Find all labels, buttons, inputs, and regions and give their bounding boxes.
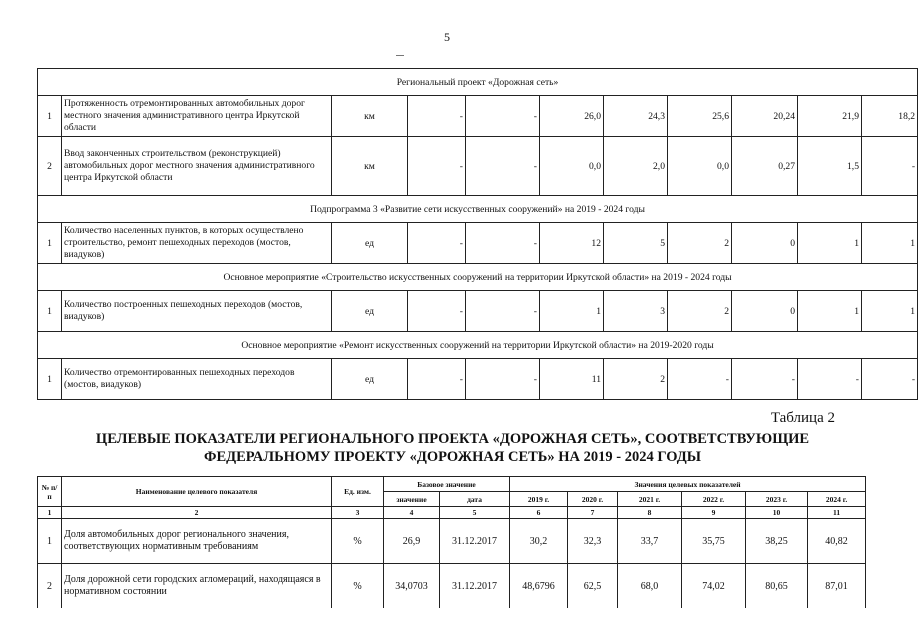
value-2020: 2,0 — [604, 137, 668, 196]
section-row — [38, 69, 918, 96]
base-value-cell: - — [408, 359, 466, 400]
column-index: 8 — [618, 507, 682, 519]
header-2022: 2022 г. — [682, 492, 746, 507]
row-number: 1 — [38, 519, 62, 564]
value-2021: 68,0 — [618, 564, 682, 609]
value-2019: 30,2 — [510, 519, 568, 564]
header-2023: 2023 г. — [746, 492, 808, 507]
value-2021: - — [668, 359, 732, 400]
base-date-cell: - — [466, 291, 540, 332]
header-base: Базовое значение — [384, 477, 510, 492]
table-row — [38, 291, 918, 332]
value-2024: - — [862, 359, 918, 400]
value-2019: 11 — [540, 359, 604, 400]
value-2022: 20,24 — [732, 96, 798, 137]
row-number: 1 — [38, 223, 62, 264]
unit-cell: км — [332, 96, 408, 137]
value-2019: 48,6796 — [510, 564, 568, 609]
section-title: Региональный проект «Дорожная сеть» — [38, 69, 918, 96]
base-date-cell: 31.12.2017 — [440, 564, 510, 609]
value-2024: 87,01 — [808, 564, 866, 609]
regional-project-table — [37, 68, 918, 400]
value-2023: 21,9 — [798, 96, 862, 137]
base-value-cell: 26,9 — [384, 519, 440, 564]
value-2023: 80,65 — [746, 564, 808, 609]
header-row — [38, 477, 866, 492]
value-2021: 33,7 — [618, 519, 682, 564]
value-2023: - — [798, 359, 862, 400]
section-title: Основное мероприятие «Строительство искусственных сооружений на территории Иркутской области» на 2019 - 2024 годы — [38, 264, 918, 291]
value-2020: 2 — [604, 359, 668, 400]
section-row — [38, 332, 918, 359]
title-line: ФЕДЕРАЛЬНОМУ ПРОЕКТУ «ДОРОЖНАЯ СЕТЬ» НА 2019 - 2024 ГОДЫ — [204, 449, 701, 465]
value-2024: 18,2 — [862, 96, 918, 137]
table-row — [38, 223, 918, 264]
column-index: 4 — [384, 507, 440, 519]
unit-cell: км — [332, 137, 408, 196]
base-value-cell: - — [408, 137, 466, 196]
header-num: № п/п — [38, 477, 62, 507]
section-title: Подпрограмма 3 «Развитие сети искусственных сооружений» на 2019 - 2024 годы — [38, 196, 918, 223]
value-2024: - — [862, 137, 918, 196]
header-name: Наименование целевого показателя — [62, 477, 332, 507]
value-2022: - — [732, 359, 798, 400]
column-index: 5 — [440, 507, 510, 519]
value-2020: 62,5 — [568, 564, 618, 609]
unit-cell: % — [332, 564, 384, 609]
page-number: 5 — [444, 30, 450, 44]
value-2019: 12 — [540, 223, 604, 264]
table-row — [38, 519, 866, 564]
column-index: 10 — [746, 507, 808, 519]
column-index: 7 — [568, 507, 618, 519]
section-row — [38, 196, 918, 223]
base-value-cell: - — [408, 96, 466, 137]
row-number: 2 — [38, 564, 62, 609]
indicator-name: Ввод законченных строительством (реконструкцией) автомобильных дорог местного значения административного центра Иркутской области — [62, 137, 332, 196]
value-2021: 0,0 — [668, 137, 732, 196]
value-2024: 1 — [862, 223, 918, 264]
scan-mark — [396, 55, 404, 56]
table-row — [38, 137, 918, 196]
row-number: 1 — [38, 359, 62, 400]
header-targets: Значения целевых показателей — [510, 477, 866, 492]
table-row — [38, 564, 866, 609]
header-2020: 2020 г. — [568, 492, 618, 507]
base-value-cell: - — [408, 223, 466, 264]
column-index: 9 — [682, 507, 746, 519]
section-title: Основное мероприятие «Ремонт искусственных сооружений на территории Иркутской области» на 2019-2020 годы — [38, 332, 918, 359]
header-2019: 2019 г. — [510, 492, 568, 507]
table-row — [38, 96, 918, 137]
column-index: 3 — [332, 507, 384, 519]
value-2019: 0,0 — [540, 137, 604, 196]
value-2021: 2 — [668, 223, 732, 264]
base-value-cell: - — [408, 291, 466, 332]
value-2019: 26,0 — [540, 96, 604, 137]
indicator-name: Количество построенных пешеходных переходов (мостов, виадуков) — [62, 291, 332, 332]
value-2023: 1 — [798, 223, 862, 264]
value-2022: 0,27 — [732, 137, 798, 196]
column-index: 2 — [62, 507, 332, 519]
value-2024: 1 — [862, 291, 918, 332]
column-index: 1 — [38, 507, 62, 519]
value-2022: 0 — [732, 223, 798, 264]
indicator-name: Протяженность отремонтированных автомобильных дорог местного значения административного центра Иркутской области — [62, 96, 332, 137]
unit-cell: ед — [332, 291, 408, 332]
value-2019: 1 — [540, 291, 604, 332]
column-index: 11 — [808, 507, 866, 519]
base-date-cell: - — [466, 137, 540, 196]
value-2023: 38,25 — [746, 519, 808, 564]
value-2023: 1 — [798, 291, 862, 332]
unit-cell: % — [332, 519, 384, 564]
value-2022: 35,75 — [682, 519, 746, 564]
value-2020: 32,3 — [568, 519, 618, 564]
header-unit: Ед. изм. — [332, 477, 384, 507]
table-row — [38, 359, 918, 400]
base-value-cell: 34,0703 — [384, 564, 440, 609]
header-2021: 2021 г. — [618, 492, 682, 507]
indicator-name: Количество населенных пунктов, в которых осуществлено строительство, ремонт пешеходных переходов (мостов, виадуков) — [62, 223, 332, 264]
value-2021: 25,6 — [668, 96, 732, 137]
target-indicators-table — [37, 476, 866, 608]
value-2022: 0 — [732, 291, 798, 332]
unit-cell: ед — [332, 223, 408, 264]
indicator-name: Количество отремонтированных пешеходных переходов (мостов, виадуков) — [62, 359, 332, 400]
value-2020: 5 — [604, 223, 668, 264]
header-2024: 2024 г. — [808, 492, 866, 507]
value-2020: 24,3 — [604, 96, 668, 137]
base-date-cell: - — [466, 223, 540, 264]
table-label: Таблица 2 — [770, 410, 835, 426]
value-2023: 1,5 — [798, 137, 862, 196]
value-2024: 40,82 — [808, 519, 866, 564]
header-base-date: дата — [440, 492, 510, 507]
indicator-name: Доля автомобильных дорог регионального значения, соответствующих нормативным требованиям — [62, 519, 332, 564]
column-index-row — [38, 507, 866, 519]
indicator-name: Доля дорожной сети городских агломераций, находящаяся в нормативном состоянии — [62, 564, 332, 609]
header-base-value: значение — [384, 492, 440, 507]
value-2021: 2 — [668, 291, 732, 332]
base-date-cell: - — [466, 359, 540, 400]
row-number: 1 — [38, 96, 62, 137]
page-title — [40, 430, 865, 466]
section-row — [38, 264, 918, 291]
value-2020: 3 — [604, 291, 668, 332]
row-number: 2 — [38, 137, 62, 196]
title-line: ЦЕЛЕВЫЕ ПОКАЗАТЕЛИ РЕГИОНАЛЬНОГО ПРОЕКТА «ДОРОЖНАЯ СЕТЬ», СООТВЕТСТВУЮЩИЕ — [95, 431, 810, 447]
column-index: 6 — [510, 507, 568, 519]
value-2022: 74,02 — [682, 564, 746, 609]
unit-cell: ед — [332, 359, 408, 400]
row-number: 1 — [38, 291, 62, 332]
base-date-cell: 31.12.2017 — [440, 519, 510, 564]
base-date-cell: - — [466, 96, 540, 137]
